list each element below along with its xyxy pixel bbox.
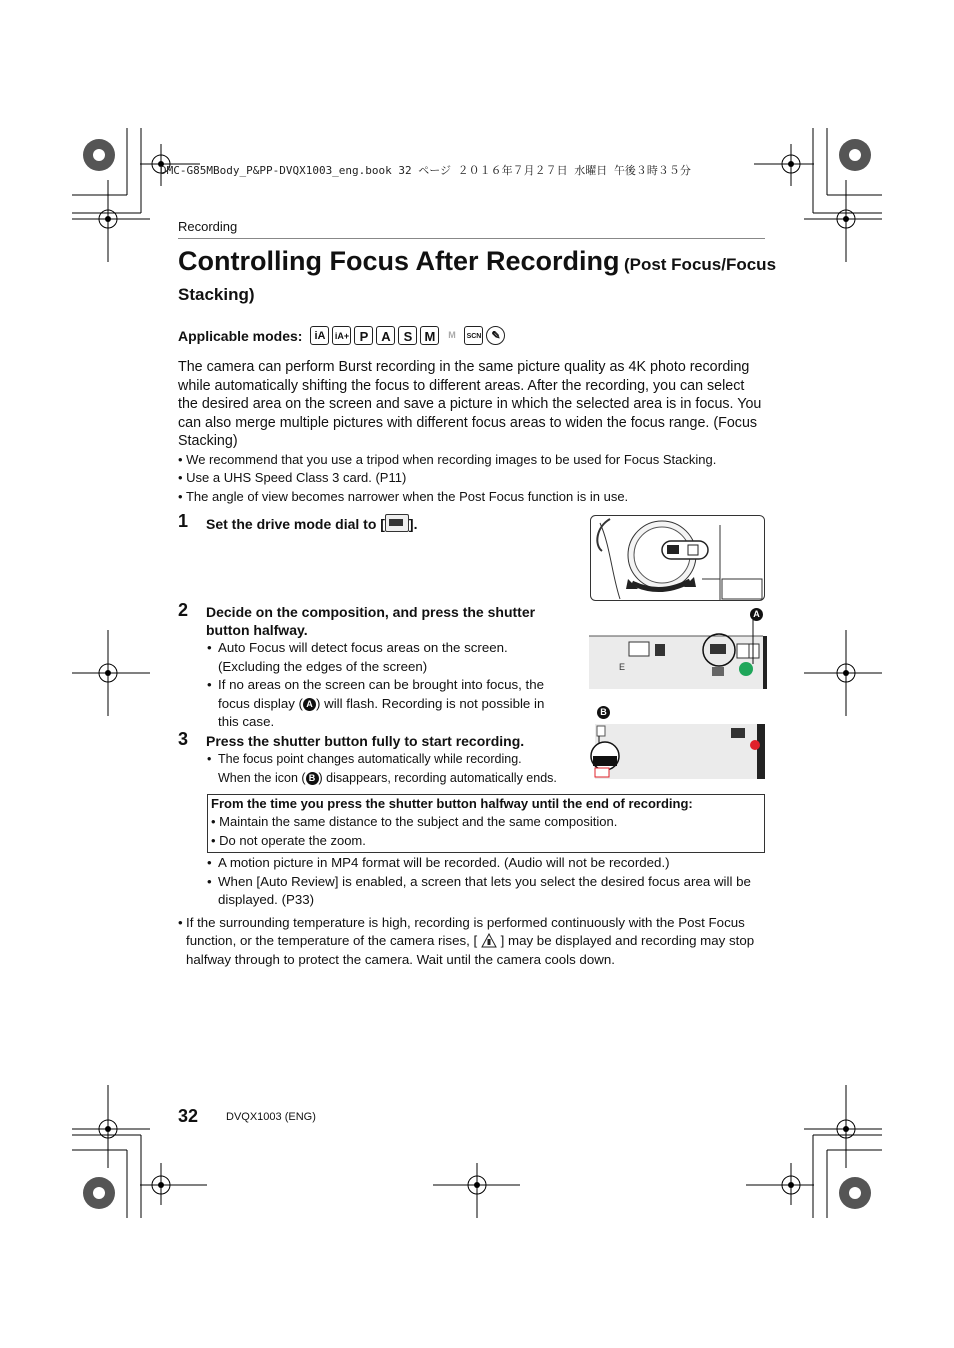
- recording-screen-illustration: [589, 718, 767, 780]
- recording-note-box: [207, 794, 765, 853]
- mode-creative-icon: ✎: [486, 326, 505, 345]
- callout-a-icon: A: [303, 698, 316, 711]
- sub-text: If no areas on the screen can be brought into focus, the: [218, 677, 544, 692]
- sub-text: focus display (: [218, 695, 303, 711]
- list-item: [218, 750, 557, 787]
- mode-a-icon: A: [376, 326, 395, 345]
- step-text: [206, 514, 417, 533]
- mode-m-icon: M: [420, 326, 439, 345]
- list-item: [218, 676, 544, 732]
- step-text: [206, 603, 535, 639]
- header-divider: [178, 238, 765, 239]
- list-item: • Do not operate the zoom.: [211, 832, 366, 848]
- temperature-note: • If the surrounding temperature is high, recording is performed continuously with the Post Focus function, or the temperature of the camera rises, [ ] may be displayed and recording may stop halfway through to protect the camera. Wait until the camera cools down.: [178, 915, 755, 967]
- list-item: • A motion picture in MP4 format will be recorded. (Audio will not be recorded.): [207, 855, 670, 870]
- list-item: [218, 639, 508, 676]
- sub-text: (Excluding the edges of the screen): [218, 658, 428, 674]
- temp-text-a: If the surrounding temperature is high, recording is performed continuously with the Post Focus function, or the temperature of the camera rises, [: [186, 915, 745, 949]
- focus-screen-illustration: [589, 620, 767, 690]
- list-item: • Use a UHS Speed Class 3 card. (P11): [178, 470, 407, 486]
- sub-text: ) disappears, recording automatically ends.: [318, 770, 557, 785]
- sub-text: Auto Focus will detect focus areas on the screen.: [218, 640, 508, 655]
- title-main: Controlling Focus After Recording: [178, 246, 620, 276]
- title-sub-cont: Stacking): [178, 285, 255, 304]
- list-item: • When [Auto Review] is enabled, a screen that lets you select the desired focus area will be displayed. (P33): [207, 873, 751, 907]
- step-text-b: ].: [408, 516, 418, 532]
- drive-dial-illustration: [590, 515, 765, 601]
- note-text: Maintain the same distance to the subject and the same composition.: [219, 814, 618, 830]
- bullet-text: Use a UHS Speed Class 3 card. (P11): [186, 470, 407, 486]
- page-title: [178, 243, 778, 284]
- mode-s-icon: S: [398, 326, 417, 345]
- bullet-text: The angle of view becomes narrower when the Post Focus function is in use.: [185, 488, 629, 504]
- list-item: • We recommend that you use a tripod when recording images to be used for Focus Stacking.: [178, 452, 717, 467]
- document-code: DVQX1003 (ENG): [226, 1111, 316, 1123]
- modes-label: Applicable modes:: [178, 327, 303, 344]
- after-text: A motion picture in MP4 format will be recorded. (Audio will not be recorded.): [218, 855, 670, 870]
- sub-text: ) will flash. Recording is not possible in: [316, 695, 545, 711]
- list-item: • Maintain the same distance to the subject and the same composition.: [211, 814, 618, 830]
- step-number: 2: [178, 600, 189, 620]
- applicable-modes: [178, 326, 505, 345]
- note-text: Do not operate the zoom.: [219, 832, 366, 848]
- page-number: 32: [178, 1106, 199, 1126]
- step-number: 1: [178, 511, 189, 531]
- callout-a-icon: A: [750, 608, 763, 621]
- title-sub: (Post Focus/Focus: [623, 255, 777, 274]
- step-text-a: Set the drive mode dial to [: [206, 516, 385, 532]
- callout-b-icon: B: [306, 772, 319, 785]
- mode-p-icon: P: [354, 326, 373, 345]
- mode-scn-icon: SCN: [464, 326, 483, 345]
- bullet-text: We recommend that you use a tripod when recording images to be used for Focus Stacking.: [186, 452, 717, 467]
- intro-bullets: [178, 451, 766, 506]
- list-item: • The angle of view becomes narrower when the Post Focus function is in use.: [178, 488, 629, 504]
- step3-subitems: • The focus point changes automatically while recording. When the icon ( B ) disappears, recording automatically ends.: [207, 750, 587, 790]
- step-number: 3: [178, 729, 189, 749]
- callout-b-icon: B: [597, 706, 610, 719]
- step-text-l2: button halfway.: [206, 622, 308, 638]
- sub-text: When the icon (: [218, 770, 306, 785]
- intro-paragraph: The camera can perform Burst recording in the same picture quality as 4K photo recording while automatically shifting the focus to different areas. After the recording, you can select the desired area on the screen and save a picture in which the selected area is in focus. You can also merge multiple pictures with different focus areas to widen the focus range. (Focus Stacking): [178, 359, 762, 449]
- overheat-warning-icon: [481, 933, 497, 948]
- step-text: Press the shutter button fully to start recording.: [206, 733, 525, 749]
- mode-movie-m-icon: M: [448, 330, 456, 340]
- mode-ia-icon: iA: [310, 326, 329, 345]
- section-label: Recording: [178, 219, 238, 234]
- step2-subitems: • Auto Focus will detect focus areas on the screen. (Excluding the edges of the screen) • If no areas on the screen can be brought into focus, the focus display ( A ) will flash. Recording is not possible in this case.: [207, 639, 577, 732]
- sub-text: The focus point changes automatically while recording.: [218, 752, 522, 766]
- mode-ia-plus-icon: iA+: [332, 326, 351, 345]
- book-header-line: DMC-G85MBody_P&PP-DVQX1003_eng.book 32 ページ ２０１６年７月２７日 水曜日 午後３時３５分: [160, 164, 691, 177]
- note-box-title: From the time you press the shutter button halfway until the end of recording:: [211, 796, 693, 811]
- sub-text: this case.: [218, 714, 275, 729]
- svg-text:E: E: [619, 662, 626, 672]
- step-text-l1: Decide on the composition, and press the shutter: [206, 604, 536, 620]
- after-items: [207, 854, 767, 910]
- temp-text-b: ] may be displayed and recording may stop halfway through to protect the camera. Wait until the camera cools down.: [186, 933, 755, 967]
- after-text: When [Auto Review] is enabled, a screen that lets you select the desired focus area will be displayed. (P33): [218, 873, 751, 907]
- post-focus-icon: [385, 514, 409, 532]
